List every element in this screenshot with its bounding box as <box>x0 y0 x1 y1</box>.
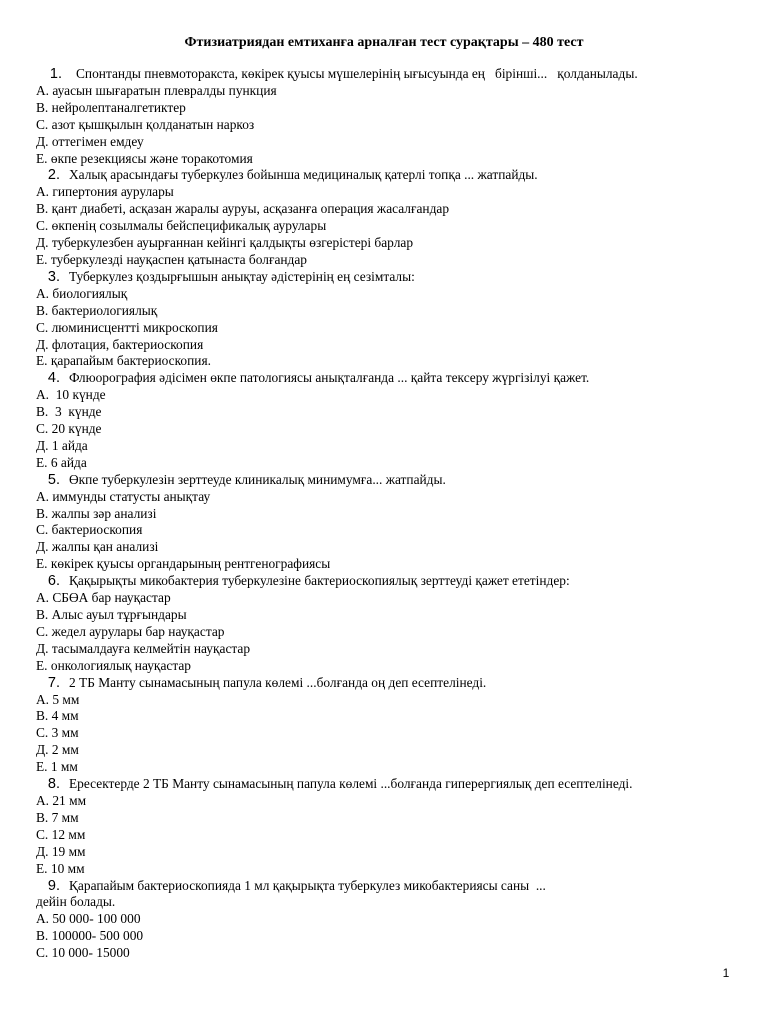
answer-option: С. өкпенің созылмалы бейспецификалық аурулары <box>36 218 327 234</box>
answer-option: В. 3 күнде <box>36 404 102 420</box>
question-header <box>36 573 746 590</box>
answer-option: С. 10 000- 15000 <box>36 945 130 961</box>
answer-option: А. 5 мм <box>36 691 80 707</box>
question-number: 7. <box>47 674 60 691</box>
question-8 <box>36 776 746 877</box>
answer-option: Д. 2 мм <box>36 742 79 758</box>
question-text: Қарапайым бактериоскопияда 1 мл қақырықта туберкулез микобактериясы саны ... <box>69 877 546 893</box>
question-number: 5. <box>47 471 60 488</box>
answer-option: С. жедел аурулары бар науқастар <box>36 623 225 639</box>
answer-option: В. бактериологиялық <box>36 302 158 318</box>
question-text-continuation: дейін болады. <box>36 894 116 910</box>
question-header <box>36 675 746 692</box>
question-6 <box>36 573 746 674</box>
answer-option: А. 50 000- 100 000 <box>36 911 141 927</box>
question-number: 3. <box>47 268 60 285</box>
question-2 <box>36 167 746 268</box>
answer-option: В. 7 мм <box>36 809 79 825</box>
answer-option: Е. туберкулезді науқаспен қатынаста болғандар <box>36 251 308 267</box>
answer-option: В. нейролептаналгетиктер <box>36 99 186 115</box>
answer-option: Е. қарапайым бактериоскопия. <box>36 353 211 369</box>
answer-option: А. ауасын шығаратын плевралды пункция <box>36 82 277 98</box>
answer-option: Е. 10 мм <box>36 860 85 876</box>
question-4 <box>36 370 746 471</box>
question-number: 9. <box>47 877 60 894</box>
question-7 <box>36 675 746 776</box>
document-title: Фтизиатриядан емтиханға арналған тест сурақтары – 480 тест <box>184 35 584 50</box>
answer-option: А. гипертония аурулары <box>36 184 174 200</box>
answer-option: Д. туберкулезбен ауырғаннан кейінгі қалдықты өзгерістері барлар <box>36 235 414 251</box>
question-header <box>36 878 746 895</box>
answer-option: С. бактериоскопия <box>36 522 143 538</box>
answer-option: В. қант диабеті, асқазан жаралы ауруы, асқазанға операция жасалғандар <box>36 201 450 217</box>
answer-option: С. 20 күнде <box>36 421 102 437</box>
answer-option: Д. жалпы қан анализі <box>36 539 159 555</box>
answer-option: Е. 6 айда <box>36 454 87 470</box>
answer-option: Е. көкірек қуысы органдарының рентгенографиясы <box>36 556 331 572</box>
question-number: 1. <box>49 66 62 82</box>
answer-option: А. иммунды статусты анықтау <box>36 488 211 504</box>
question-number: 8. <box>47 776 60 793</box>
question-header <box>36 167 746 184</box>
answer-option: А. СБӨА бар науқастар <box>36 590 171 606</box>
answer-option: С. 12 мм <box>36 826 86 842</box>
answer-option: Д. 1 айда <box>36 437 88 453</box>
question-text: Халық арасындағы туберкулез бойынша медициналық қатерлі топқа ... жатпайды. <box>69 167 538 183</box>
question-text: 2 ТБ Манту сынамасының папула көлемі ...болғанда оң деп есептелінеді. <box>69 674 487 690</box>
page-number: 1 <box>722 966 730 980</box>
answer-option: Е. 1 мм <box>36 759 78 775</box>
question-9 <box>36 878 746 963</box>
question-header <box>36 370 746 387</box>
answer-option: Е. онкологиялық науқастар <box>36 657 191 673</box>
answer-option: С. 3 мм <box>36 725 79 741</box>
question-text: Ересектерде 2 ТБ Манту сынамасының папула көлемі ...болғанда гиперергиялық деп есептелінеді. <box>69 776 633 792</box>
answer-option: В. 100000- 500 000 <box>36 928 144 944</box>
answer-option: В. Алыс ауыл тұрғындары <box>36 607 187 622</box>
answer-option: Д. оттегімен емдеу <box>36 133 144 149</box>
answer-option: А. 21 мм <box>36 792 87 808</box>
question-number: 4. <box>47 370 60 387</box>
question-text: Туберкулез қоздырғышын анықтау әдістерінің ең сезімталы: <box>69 268 415 284</box>
question-header <box>48 66 746 83</box>
question-header <box>36 776 746 793</box>
question-number: 2. <box>47 167 60 184</box>
answer-option: С. азот қышқылын қолданатын наркоз <box>36 116 255 132</box>
answer-option: Д. 19 мм <box>36 843 86 859</box>
answer-option: А. биологиялық <box>36 285 128 301</box>
question-header <box>36 269 746 286</box>
question-5 <box>36 472 746 573</box>
question-text: Өкпе туберкулезін зерттеуде клиникалық минимумға... жатпайды. <box>69 471 446 487</box>
answer-option: С. люминисцентті микроскопия <box>36 319 218 335</box>
question-1 <box>36 66 746 167</box>
answer-option: Д. тасымалдауға келмейтін науқастар <box>36 640 251 656</box>
answer-option: В. 4 мм <box>36 708 79 724</box>
question-text: Қақырықты микобактерия туберкулезіне бактериоскопиялық зерттеуді қажет ететіндер: <box>69 573 570 589</box>
question-3 <box>36 269 746 370</box>
question-number: 6. <box>47 573 60 590</box>
question-header <box>36 472 746 489</box>
question-text: Флюорография әдісімен өкпе патологиясы анықталғанда ... қайта тексеру жүргізілуі қажет. <box>69 370 590 386</box>
answer-option: В. жалпы зәр анализі <box>36 505 157 521</box>
question-list <box>36 66 746 962</box>
answer-option: Д. флотация, бактериоскопия <box>36 336 204 352</box>
question-text: Спонтанды пневмоторакста, көкірек қуысы мүшелерінің ығысуында ең бірінші... қолданылады. <box>76 66 638 81</box>
answer-option: Е. өкпе резекциясы және торакотомия <box>36 150 253 166</box>
answer-option: А. 10 күнде <box>36 387 106 403</box>
